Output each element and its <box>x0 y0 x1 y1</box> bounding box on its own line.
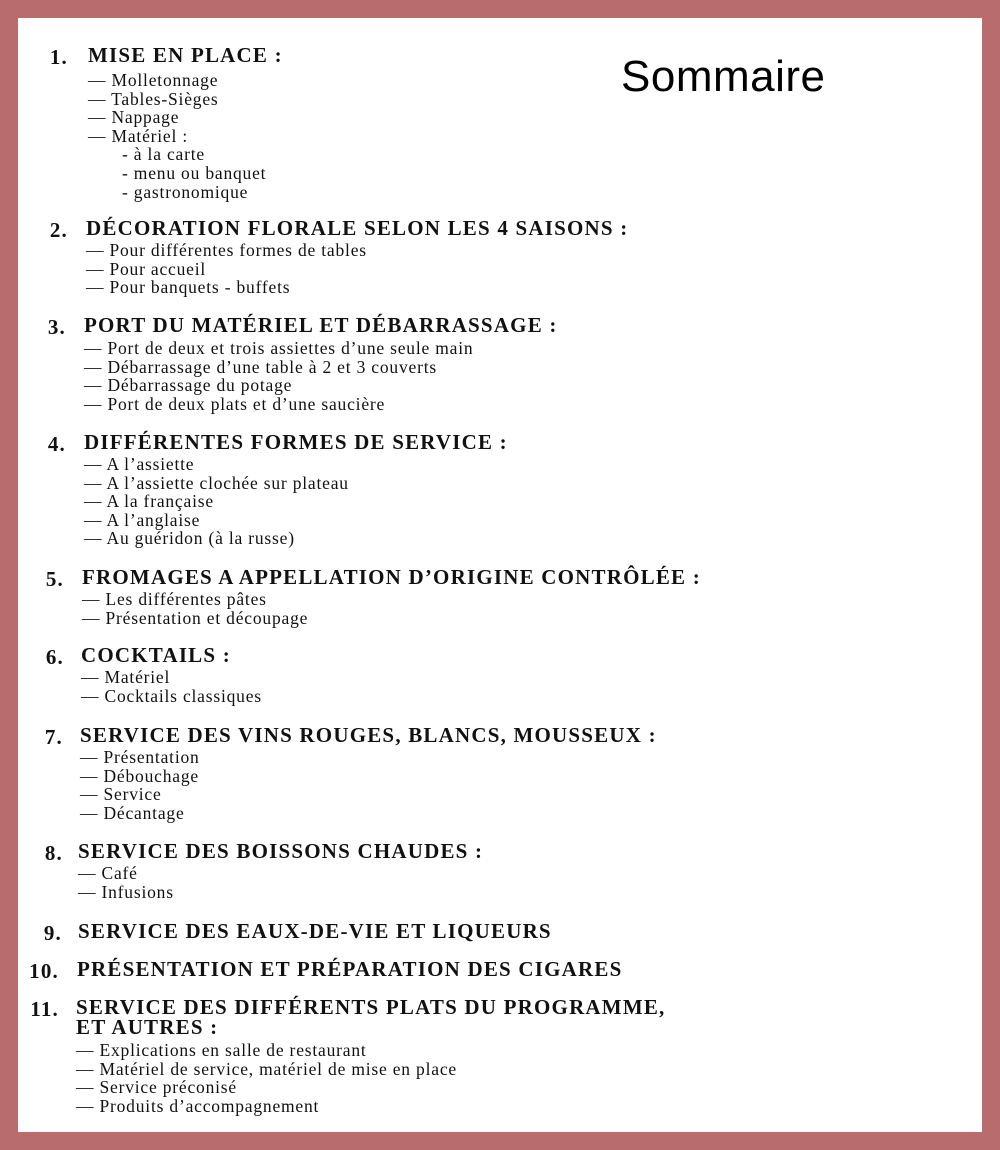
list-item: — Pour banquets - buffets <box>86 277 291 298</box>
section-items <box>88 71 266 201</box>
list-item: — Les différentes pâtes <box>82 589 267 609</box>
document-page <box>18 18 982 1132</box>
section-items <box>84 455 349 548</box>
section-heading: SERVICE DES VINS ROUGES, BLANCS, MOUSSEUX : <box>80 723 657 747</box>
section-number: 10. <box>29 959 59 983</box>
list-item: — Matériel : <box>88 125 188 146</box>
list-item: — Molletonnage <box>88 70 219 90</box>
section-number: 7. <box>44 725 63 749</box>
list-item: — Au guéridon (à la russe) <box>84 528 295 549</box>
section-items <box>82 590 308 627</box>
list-item: — A la française <box>84 491 214 512</box>
list-item: — Explications en salle de restaurant <box>76 1040 367 1060</box>
list-item: — Service <box>80 784 162 805</box>
list-item: — Nappage <box>88 107 180 128</box>
sub-list-item: - gastronomique <box>122 181 249 202</box>
list-item: — Port de deux plats et d’une saucière <box>84 393 386 414</box>
section-number: 2. <box>49 218 68 242</box>
section-heading: PORT DU MATÉRIEL ET DÉBARRASSAGE : <box>84 313 558 337</box>
list-item: — Cocktails classiques <box>81 685 262 706</box>
list-item: — Tables-Sièges <box>88 88 219 109</box>
section-heading: MISE EN PLACE : <box>88 43 283 67</box>
sub-list-item: - menu ou banquet <box>122 162 267 183</box>
list-item: — Débarrassage du potage <box>84 375 293 396</box>
list-item: — Pour accueil <box>86 258 207 279</box>
section-heading-continued: ET AUTRES : <box>76 1015 219 1039</box>
section-heading: COCKTAILS : <box>81 643 231 667</box>
list-item: — Présentation et découpage <box>82 607 309 628</box>
list-item: — Infusions <box>78 881 174 902</box>
section-items <box>76 1041 457 1115</box>
section-heading: SERVICE DES BOISSONS CHAUDES : <box>78 839 484 863</box>
page-title: Sommaire <box>621 52 826 101</box>
section-items <box>86 241 367 297</box>
list-item: — A l’assiette clochée sur plateau <box>84 472 349 493</box>
section-number: 5. <box>45 567 64 591</box>
section-heading: SERVICE DES EAUX-DE-VIE ET LIQUEURS <box>78 919 552 943</box>
list-item: — Matériel <box>81 667 171 687</box>
list-item: — Café <box>78 863 138 883</box>
list-item: — Port de deux et trois assiettes d’une seule main <box>84 338 474 358</box>
list-item: — A l’anglaise <box>84 509 201 530</box>
sub-list-item: - à la carte <box>122 144 205 165</box>
section-number: 1. <box>49 45 68 69</box>
section-heading: DIFFÉRENTES FORMES DE SERVICE : <box>84 430 508 454</box>
section-items <box>81 668 262 705</box>
section-heading: DÉCORATION FLORALE SELON LES 4 SAISONS : <box>86 216 629 240</box>
section-heading: PRÉSENTATION ET PRÉPARATION DES CIGARES <box>77 957 623 981</box>
section-number: 8. <box>44 841 63 865</box>
section-heading: SERVICE DES DIFFÉRENTS PLATS DU PROGRAMME, <box>76 995 666 1019</box>
list-item: — Présentation <box>80 747 200 767</box>
section-items <box>84 339 473 413</box>
list-item: — Débarrassage d’une table à 2 et 3 couverts <box>84 356 437 377</box>
section-number: 6. <box>45 645 64 669</box>
section-number: 4. <box>47 432 66 456</box>
section-items <box>80 748 200 822</box>
list-item: — A l’assiette <box>84 454 195 474</box>
list-item: — Débouchage <box>80 765 199 786</box>
section-number: 9. <box>43 921 62 945</box>
list-item: — Matériel de service, matériel de mise en place <box>76 1058 457 1079</box>
section-heading: FROMAGES A APPELLATION D’ORIGINE CONTRÔLÉE : <box>82 565 701 589</box>
list-item: — Pour différentes formes de tables <box>86 240 367 260</box>
section-number: 11. <box>30 997 59 1021</box>
list-item: — Décantage <box>80 802 185 823</box>
section-number: 3. <box>47 315 66 339</box>
list-item: — Produits d’accompagnement <box>76 1095 320 1116</box>
section-items <box>78 864 174 901</box>
list-item: — Service préconisé <box>76 1077 237 1098</box>
